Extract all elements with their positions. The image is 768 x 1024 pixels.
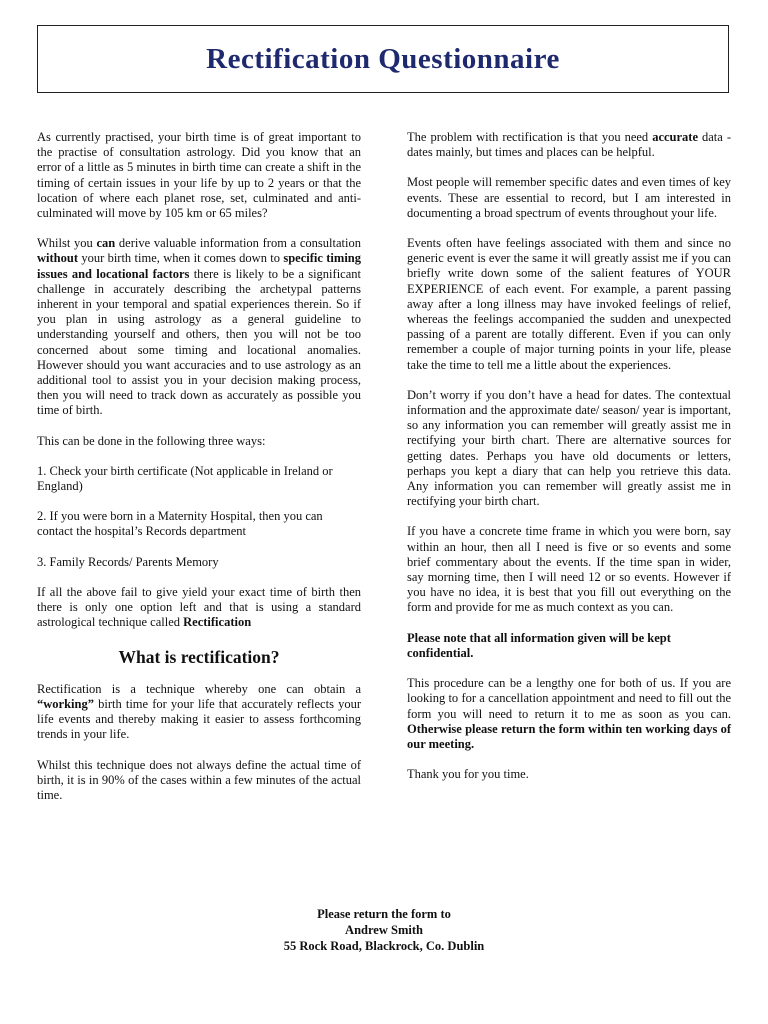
- bold-return-deadline: Otherwise please return the form within ten working days of our meeting.: [407, 721, 731, 751]
- paragraph-thanks: Thank you for you time.: [407, 767, 529, 782]
- bold-rectification: Rectification: [183, 615, 252, 630]
- paragraph-accurate-data: [407, 130, 731, 160]
- return-address-footer: [0, 906, 768, 954]
- text-run: birth time for your life that accurately reflects your life events and thereby making it easier to assess forthcoming trends in your life.: [37, 696, 361, 742]
- bold-confidential: Please note that all information given will be kept confidential.: [407, 630, 671, 660]
- section-heading: What is rectification?: [118, 647, 280, 668]
- paragraph-procedure: [407, 676, 731, 752]
- text-run: derive valuable information from a consultation: [115, 236, 361, 251]
- paragraph-time-frame: If you have a concrete time frame in which you were born, say within an hour, then all I need is five or so events and some brief commentary about the events. If the time span in wider, say morning time, then I will need 12 or so events. However if you have no idea, it is best that you fill out everything on the form and provide for me as much context as you can.: [407, 524, 731, 615]
- text-run: your birth time, when it comes down to: [77, 251, 284, 266]
- text-run: The problem with rectification is that you need: [407, 130, 653, 144]
- text-run: data - dates mainly, but times and places can be helpful.: [407, 130, 731, 160]
- confidential-notice: [407, 631, 731, 661]
- bold-working: “working”: [37, 696, 94, 711]
- bold-can: can: [96, 236, 116, 251]
- list-item-birth-certificate: 1. Check your birth certificate (Not applicable in Ireland or England): [37, 463, 333, 494]
- left-column: [37, 130, 361, 818]
- bold-accurate: accurate: [652, 130, 698, 144]
- bold-timing-factors: specific timing issues and locational factors: [37, 251, 361, 281]
- text-run: Whilst you: [37, 236, 97, 251]
- text-run: Rectification is a technique whereby one can obtain a: [37, 681, 361, 696]
- text-run: This procedure can be a lengthy one for both of us. If you are looking to for a cancellation appointment and need to fill out the form you will need to return it to me as soon as you can.: [407, 676, 731, 721]
- paragraph-dates: Don’t worry if you don’t have a head for dates. The contextual information and the approximate date/ season/ year is important, so any information you can remember will greatly assist me in rectifying your birth chart. There are alternative sources for getting dates. Perhaps you have old documents or letters, perhaps you kept a diary that can help you retrieve this data. Any information you can remember will greatly assist me in rectifying your birth chart.: [407, 387, 731, 509]
- paragraph-feelings: Events often have feelings associated with them and since no generic event is ever the same it will greatly assist me if you can briefly write down some of the salient features of YOUR EXPERIENCE of each event. For example, a parent passing away after a long illness may have invoked feelings of relief, whereas the feelings accompanied the sudden and unexpected passing of a parent are totally different. Even if you can only remember a couple of major turning points in your life, please take the time to tell me a little about the experiences.: [407, 236, 731, 372]
- list-item-maternity-hospital: 2. If you were born in a Maternity Hospital, then you can contact the hospital’s Records department: [37, 509, 323, 539]
- paragraph-rectification-definition: [37, 682, 361, 743]
- title-box: [37, 25, 729, 93]
- paragraph-fallback-option: [37, 585, 361, 631]
- footer-name: Andrew Smith: [345, 923, 423, 937]
- bold-without: without: [37, 251, 78, 266]
- paragraph-accuracy: Whilst this technique does not always define the actual time of birth, it is in 90% of the cases within a few minutes of the actual time.: [37, 757, 361, 802]
- paragraph-key-events: Most people will remember specific dates and even times of key events. These are essential to record, but I am interested in documenting a broad spectrum of events throughout your life.: [407, 175, 731, 220]
- text-run: there is likely to be a significant challenge in accurately describing the archetypal patterns inherent in your temporal and spatial experiences therein. So if you plan in using astrology as a general guideline to understanding yourself and others, then you will not be too concerned about some timing and locational anomalies. However should you want accuracies and to use astrology as an additional tool to assist you in your decision making process, then you will need to track down as accurately as possible you time of birth.: [37, 266, 361, 418]
- footer-instruction: Please return the form to: [317, 907, 451, 921]
- text-run: If all the above fail to give yield your exact time of birth then there is only one option left and that is using a standard astrological technique called: [37, 584, 361, 630]
- paragraph-birth-time-importance: As currently practised, your birth time is of great important to the practise of consultation astrology. Did you know that an error of a little as 5 minutes in birth time can create a shift in the timing of certain issues in your life by up to 2 years or that the location of where each planet rose, set, culminated and anti-culminated will move by 105 km or 65 miles?: [37, 130, 361, 221]
- paragraph-valuable-information: [37, 236, 361, 418]
- right-column: [407, 130, 731, 797]
- paragraph-three-ways: This can be done in the following three ways:: [37, 433, 266, 448]
- list-item-family-records: 3. Family Records/ Parents Memory: [37, 554, 219, 569]
- page-title: Rectification Questionnaire: [206, 42, 560, 75]
- footer-address: 55 Rock Road, Blackrock, Co. Dublin: [283, 939, 485, 953]
